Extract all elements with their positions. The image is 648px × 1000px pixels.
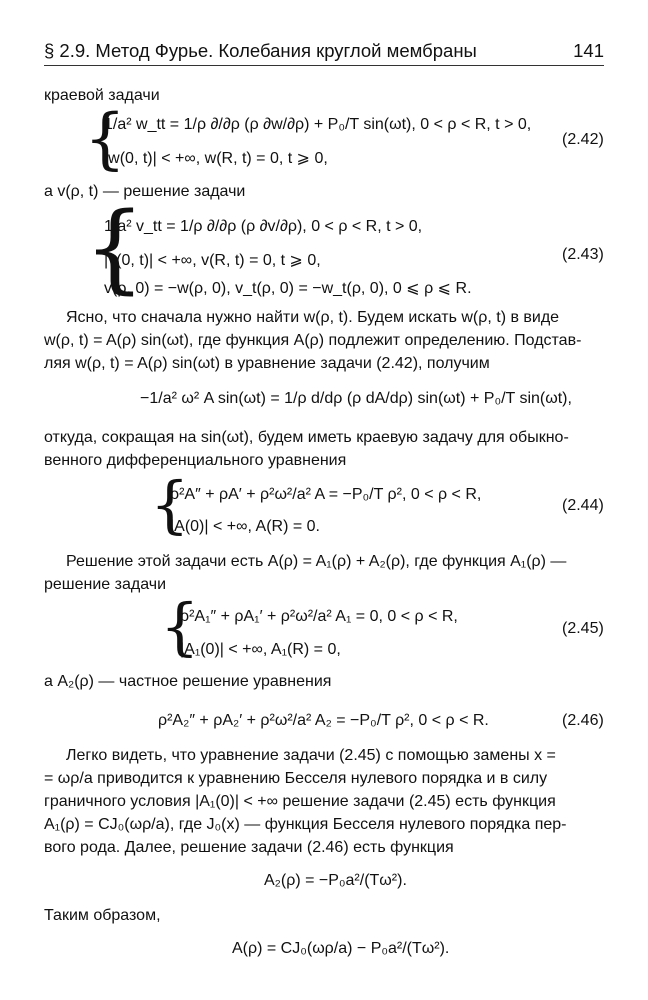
equation-substituted: −1/a² ω² A sin(ωt) = 1/ρ d/dρ (ρ dA/dρ) sin(ωt) + P₀/T sin(ωt), [140, 390, 572, 407]
equation-2-44-line-1: ρ²A″ + ρA′ + ρ²ω²/a² A = −P₀/T ρ², 0 < ρ < R, [170, 486, 482, 503]
equation-a2: A₂(ρ) = −P₀a²/(Tω²). [264, 872, 407, 889]
equation-2-46: ρ²A₂″ + ρA₂′ + ρ²ω²/a² A₂ = −P₀/T ρ², 0 < ρ < R. [158, 712, 489, 729]
equation-number: (2.46) [562, 712, 604, 729]
header-rule [44, 65, 604, 66]
text-line: вого рода. Далее, решение задачи (2.46) есть функция [44, 839, 454, 856]
system-brace: { [84, 192, 146, 304]
text-line: Таким образом, [44, 907, 161, 924]
system-brace: { [84, 100, 126, 177]
equation-number: (2.42) [562, 131, 604, 148]
equation-number: (2.44) [562, 497, 604, 514]
equation-2-45-line-2: |A₁(0)| < +∞, A₁(R) = 0, [180, 641, 341, 658]
equation-2-42-line-1: 1/a² w_tt = 1/ρ ∂/∂ρ (ρ ∂w/∂ρ) + P₀/T sin(ωt), 0 < ρ < R, t > 0, [104, 116, 532, 133]
text-line: Легко видеть, что уравнение задачи (2.45) с помощью замены x = [66, 747, 556, 764]
text-line: откуда, сокращая на sin(ωt), будем иметь краевую задачу для обыкно- [44, 429, 569, 446]
text-line: w(ρ, t) = A(ρ) sin(ωt), где функция A(ρ) подлежит определению. Подстав- [44, 332, 582, 349]
equation-2-44-line-2: |A(0)| < +∞, A(R) = 0. [170, 518, 320, 535]
running-header [44, 36, 604, 66]
equation-2-43-line-2: |v(0, t)| < +∞, v(R, t) = 0, t ⩾ 0, [104, 252, 321, 269]
text-line: ляя w(ρ, t) = A(ρ) sin(ωt) в уравнение задачи (2.42), получим [44, 355, 490, 372]
system-brace: { [150, 468, 190, 541]
text-line: а A₂(ρ) — частное решение уравнения [44, 673, 332, 690]
equation-number: (2.45) [562, 620, 604, 637]
text-line: решение задачи [44, 576, 167, 593]
text-line: Ясно, что сначала нужно найти w(ρ, t). Будем искать w(ρ, t) в виде [66, 309, 560, 326]
text-line: = ωρ/a приводится к уравнению Бесселя нулевого порядка и в силу [44, 770, 548, 787]
equation-2-45-line-1: ρ²A₁″ + ρA₁′ + ρ²ω²/a² A₁ = 0, 0 < ρ < R, [180, 608, 458, 625]
text-line: A₁(ρ) = CJ₀(ωρ/a), где J₀(x) — функция Бесселя нулевого порядка пер- [44, 816, 567, 833]
section-title: § 2.9. Метод Фурье. Колебания круглой мембраны [44, 40, 477, 61]
text-line: краевой задачи [44, 87, 160, 104]
text-line: а v(ρ, t) — решение задачи [44, 183, 246, 200]
system-brace: { [160, 590, 200, 663]
page-number: 141 [573, 40, 604, 61]
text-line: граничного условия |A₁(0)| < +∞ решение задачи (2.45) есть функция [44, 793, 556, 810]
text-line: Решение этой задачи есть A(ρ) = A₁(ρ) + A₂(ρ), где функция A₁(ρ) — [66, 553, 567, 570]
text-line: венного дифференциального уравнения [44, 452, 347, 469]
equation-final: A(ρ) = CJ₀(ωρ/a) − P₀a²/(Tω²). [232, 940, 450, 957]
equation-2-42-line-2: |w(0, t)| < +∞, w(R, t) = 0, t ⩾ 0, [104, 150, 328, 167]
equation-2-43-line-1: 1/a² v_tt = 1/ρ ∂/∂ρ (ρ ∂v/∂ρ), 0 < ρ < R, t > 0, [104, 218, 423, 235]
equation-number: (2.43) [562, 246, 604, 263]
equation-2-43-line-3: v(ρ, 0) = −w(ρ, 0), v_t(ρ, 0) = −w_t(ρ, 0), 0 ⩽ ρ ⩽ R. [104, 280, 472, 297]
